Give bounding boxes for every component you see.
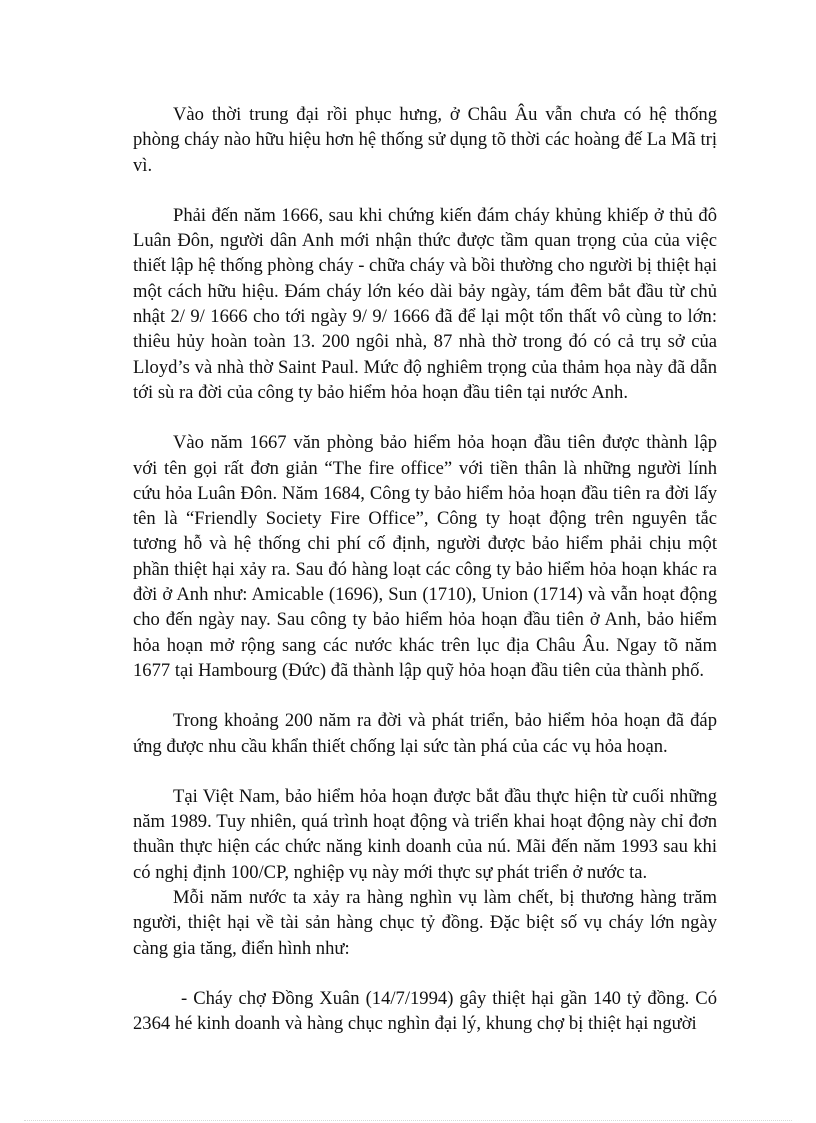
paragraph-vietnam-fire-insurance: Tại Việt Nam, bảo hiểm hỏa hoạn được bắt đầu thực hiện từ cuối những năm 1989. Tuy nhiên, quá trình hoạt động và triển khai hoạt động này chỉ đơn thuần thực hiện các chức năng kinh doanh của nú. Mãi đến năm 1993 sau khi có nghị định 100/CP, nghiệp vụ này mới thực sự phát triển ở nước ta. xyxy=(133,785,717,883)
paragraph-first-fire-office: Vào năm 1667 văn phòng bảo hiểm hỏa hoạn đầu tiên được thành lập với tên gọi rất đơn giản “The fire office” với tiền thân là những người lính cứu hỏa Luân Đôn. Năm 1684, Công ty bảo hiểm hỏa hoạn đầu tiên ra đời lấy tên là “Friendly Society Fire Office”, Công ty hoạt động trên nguyên tắc tương hỗ và hệ thống chi phí cố định, người được bảo hiểm phải chịu một phần thiệt hại xảy ra. Sau đó hàng loạt các công ty bảo hiểm hỏa hoạn khác ra đời ở Anh như: Amicable (1696), Sun (1710), Union (1714) và vẫn hoạt động cho đến ngày nay. Sau công ty bảo hiểm hỏa hoạn đầu tiên ở Anh, bảo hiểm hỏa hoạn mở rộng sang các nước khác trên lục địa Châu Âu. Ngay tõ năm 1677 tại Hambourg (Đức) đã thành lập quỹ hỏa hoạn đầu tiên của thành phố. xyxy=(133,432,717,681)
paragraph-annual-fire-damage: Mỗi năm nước ta xảy ra hàng nghìn vụ làm chết, bị thương hàng trăm người, thiệt hại về tài sản hàng chục tỷ đồng. Đặc biệt số vụ cháy lớn ngày càng gia tăng, điển hình như: xyxy=(133,887,717,959)
document-body xyxy=(133,102,717,1037)
paragraph-two-hundred-years: Trong khoảng 200 năm ra đời và phát triển, bảo hiểm hỏa hoạn đã đáp ứng được nhu cầu khẩn thiết chống lại sức tàn phá của các vụ hỏa hoạn. xyxy=(133,710,717,757)
paragraph-great-fire-of-london: Phải đến năm 1666, sau khi chứng kiến đám cháy khủng khiếp ở thủ đô Luân Đôn, người dân Anh mới nhận thức được tầm quan trọng của của việc thiết lập hệ thống phòng cháy - chữa cháy và bồi thường cho người bị thiệt hại một cách hữu hiệu. Đám cháy lớn kéo dài bảy ngày, tám đêm bắt đầu từ chủ nhật 2/ 9/ 1666 cho tới ngày 9/ 9/ 1666 đã để lại một tổn thất vô cùng to lớn: thiêu hủy hoàn toàn 13. 200 ngôi nhà, 87 nhà thờ trong đó có cả trụ sở của Lloyd’s và nhà thờ Saint Paul. Mức độ nghiêm trọng của thảm họa này đã dẫn tới sù ra đời của công ty bảo hiểm hỏa hoạn đầu tiên tại nước Anh. xyxy=(133,204,717,403)
page-bottom-divider xyxy=(24,1120,792,1121)
paragraph-medieval-fire-protection: Vào thời trung đại rồi phục hưng, ở Châu Âu vẫn chưa có hệ thống phòng cháy nào hữu hiệu hơn hệ thống sử dụng tõ thời các hoàng đế La Mã trị vì. xyxy=(133,104,717,176)
paragraph-dong-xuan-market-fire: - Cháy chợ Đồng Xuân (14/7/1994) gây thiệt hại gần 140 tỷ đồng. Có 2364 hé kinh doanh và hàng chục nghìn đại lý, khung chợ bị thiệt hại người xyxy=(133,987,717,1035)
